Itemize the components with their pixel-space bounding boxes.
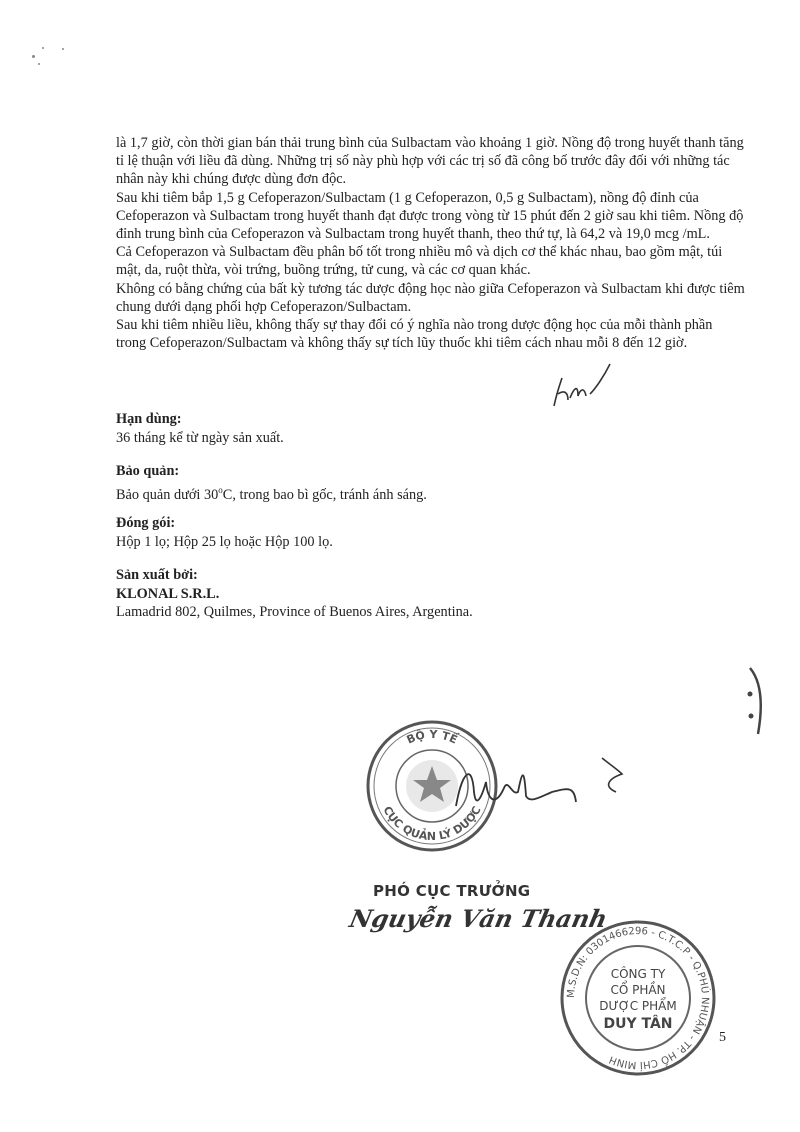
degree-superscript: o	[218, 484, 223, 495]
initials-signature	[548, 362, 618, 412]
paragraph: Sau khi tiêm bắp 1,5 g Cefoperazon/Sulbactam (1 g Cefoperazon, 0,5 g Sulbactam), nồng độ đỉnh của Cefoperazon và Sulbactam trong huyết thanh đạt được trong vòng từ 15 phút đến 2 giờ sau khi tiêm. Nồng độ đỉnh trung bình của Cefoperazon và Sulbactam trong huyết thanh, theo thứ tự, là 64,2 và 19,0 mcg /mL.	[116, 189, 744, 243]
company-seal	[556, 916, 720, 1080]
shelf-life-section	[116, 410, 284, 447]
manufacturer-section	[116, 566, 473, 622]
scan-speck	[32, 55, 35, 58]
company-seal-line: DUY TÂN	[603, 1016, 673, 1032]
manufacturer-name: KLONAL S.R.L.	[116, 585, 220, 602]
manufacturer-address: Lamadrid 802, Quilmes, Province of Buenos Aires, Argentina.	[116, 604, 473, 621]
company-seal-ring-text: M.S.D.N: 0301466296 - C.T.C.P - Q.PHÚ NHUẬN - TP. HỒ CHÍ MINH	[565, 925, 711, 1071]
signatory-title: PHÓ CỤC TRƯỞNG	[373, 882, 531, 900]
storage-text-part: C, trong bao bì gốc, tránh ánh sáng.	[222, 486, 427, 503]
authority-seal	[362, 716, 502, 856]
paragraph: là 1,7 giờ, còn thời gian bán thải trung bình của Sulbactam vào khoảng 1 giờ. Nồng độ trong huyết thanh tăng tỉ lệ thuận với liều đã dùng. Những trị số này phù hợp với các trị số đã công bố trước đây đối với những tác nhân này khi chúng được dùng đơn độc.	[116, 135, 744, 188]
page-number: 5	[719, 1030, 726, 1045]
storage-section	[116, 462, 427, 504]
storage-heading: Bảo quản:	[116, 463, 180, 479]
shelf-life-text: 36 tháng kể từ ngày sản xuất.	[116, 429, 284, 446]
seal-top-text: BỘ Y TẾ	[404, 727, 460, 747]
storage-text-part: Bảo quản dưới 30	[116, 486, 219, 503]
company-seal-line: CÔNG TY	[610, 967, 666, 981]
scan-speck	[38, 63, 40, 65]
margin-marks	[736, 660, 776, 750]
company-seal-line: CỔ PHẦN	[610, 983, 666, 997]
signatory-name: Nguyễn Văn Thanh	[346, 904, 611, 933]
paragraph: Sau khi tiêm nhiều liều, không thấy sự thay đổi có ý nghĩa nào trong dược động học của mỗi thành phần trong Cefoperazon/Sulbactam và không thấy sự tích lũy thuốc khi tiêm cách nhau mỗi 8 đến 12 giờ.	[116, 317, 713, 352]
scan-speck	[62, 48, 64, 50]
company-seal-line: DƯỢC PHẨM	[599, 999, 677, 1013]
packaging-text: Hộp 1 lọ; Hộp 25 lọ hoặc Hộp 100 lọ.	[116, 533, 333, 550]
scan-speck	[42, 47, 44, 49]
pharmacokinetics-text	[116, 134, 746, 352]
svg-text:CỤC QUẢN LÝ DƯỢC	[380, 804, 483, 843]
paragraph: Cả Cefoperazon và Sulbactam đều phân bố tốt trong nhiều mô và dịch cơ thể khác nhau, bao gồm mật, túi mật, da, ruột thừa, vòi trứng, buồng trứng, tử cung, và các cơ quan khác.	[116, 244, 723, 279]
manufacturer-heading: Sản xuất bởi:	[116, 567, 198, 583]
packaging-section	[116, 514, 333, 551]
svg-text:M.S.D.N: 0301466296 - C.T.C.P	[566, 926, 712, 1072]
official-signature	[452, 752, 642, 822]
storage-text	[116, 481, 427, 504]
packaging-heading: Đóng gói:	[116, 515, 176, 531]
seal-ring-text: CỤC QUẢN LÝ DƯỢC	[380, 804, 484, 844]
shelf-life-heading: Hạn dùng:	[116, 411, 182, 427]
paragraph: Không có bằng chứng của bất kỳ tương tác dược động học nào giữa Cefoperazon và Sulbactam khi được tiêm chung dưới dạng phối hợp Cefoperazon/Sulbactam.	[116, 280, 745, 315]
